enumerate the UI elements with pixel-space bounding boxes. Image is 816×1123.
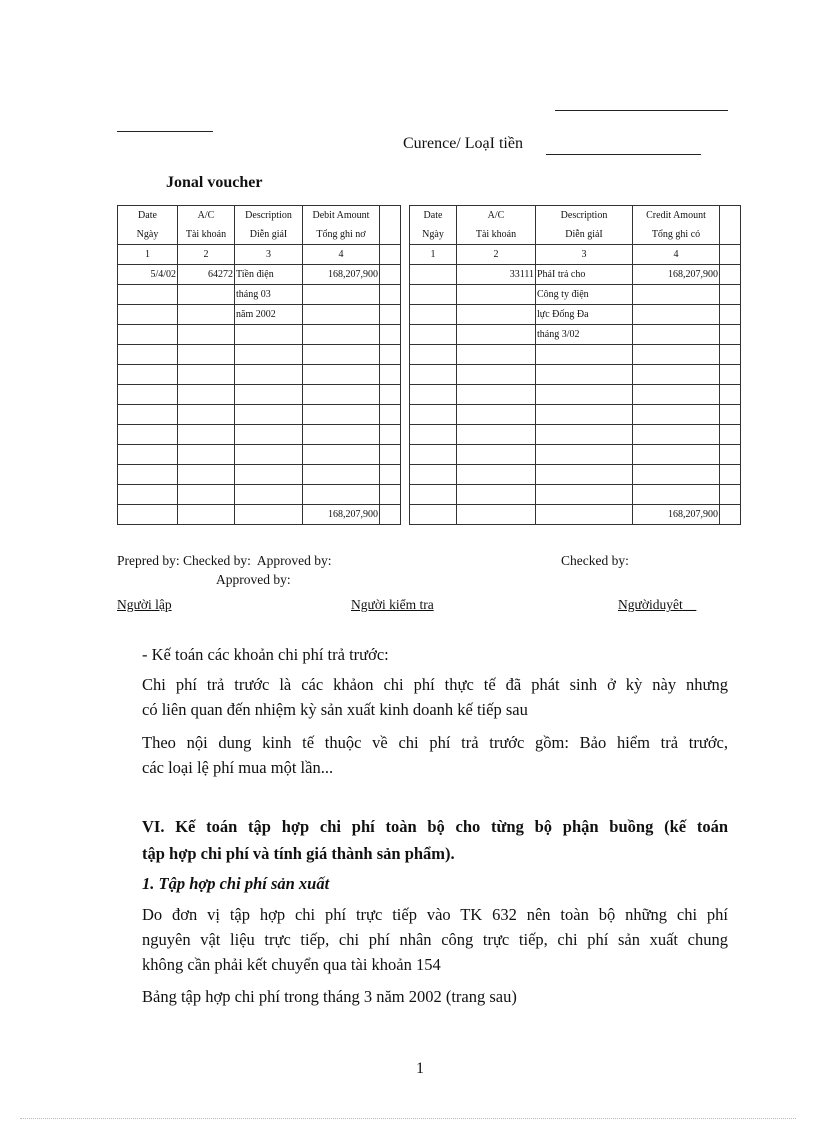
header-cell-vi xyxy=(720,225,741,245)
table-cell xyxy=(235,405,303,425)
table-cell xyxy=(720,505,741,525)
table-cell xyxy=(633,405,720,425)
header-cell-en: A/C xyxy=(178,206,235,226)
table-cell xyxy=(633,325,720,345)
table-cell: lực Đống Đa xyxy=(536,305,633,325)
table-cell: 168,207,900 xyxy=(303,265,380,285)
table-row xyxy=(410,345,741,365)
header-cell-vi: Diễn giảI xyxy=(235,225,303,245)
table-cell xyxy=(720,385,741,405)
table-cell: 64272 xyxy=(178,265,235,285)
table-cell xyxy=(720,405,741,425)
table-row xyxy=(118,505,401,525)
table-cell xyxy=(457,305,536,325)
table-cell xyxy=(235,325,303,345)
table-cell xyxy=(536,445,633,465)
table-cell xyxy=(633,345,720,365)
table-row xyxy=(410,465,741,485)
column-number-cell: 1 xyxy=(118,245,178,265)
section-heading-line-2: tập hợp chi phí và tính giá thành sản phẩm). xyxy=(142,844,455,863)
table-cell xyxy=(303,385,380,405)
paragraph-1-line-1: Chi phí trả trước là các khảon chi phí thực tế đã phát sinh ở kỳ này nhưng xyxy=(142,675,728,694)
paragraph-3-line-3: không cần phải kết chuyển qua tài khoản 154 xyxy=(142,955,441,974)
header-row-en xyxy=(118,206,401,226)
table-row xyxy=(118,445,401,465)
table-cell xyxy=(303,365,380,385)
column-number-cell: 2 xyxy=(457,245,536,265)
page-number: 1 xyxy=(416,1060,424,1077)
table-cell xyxy=(457,505,536,525)
table-cell xyxy=(303,325,380,345)
table-cell xyxy=(720,305,741,325)
table-cell xyxy=(118,465,178,485)
table-row xyxy=(118,485,401,505)
table-cell xyxy=(118,365,178,385)
table-cell xyxy=(178,305,235,325)
header-cell-en: Credit Amount xyxy=(633,206,720,226)
table-row xyxy=(410,445,741,465)
approver-line xyxy=(618,597,696,613)
table-cell xyxy=(303,305,380,325)
table-cell: tháng 3/02 xyxy=(536,325,633,345)
table-cell xyxy=(178,385,235,405)
table-row xyxy=(410,305,741,325)
table-cell xyxy=(118,425,178,445)
header-cell-en: Date xyxy=(410,206,457,226)
approver-tail: __ xyxy=(682,597,697,612)
column-number-cell: 3 xyxy=(235,245,303,265)
column-number-row xyxy=(118,245,401,265)
table-row xyxy=(118,405,401,425)
table-cell xyxy=(457,465,536,485)
table-cell xyxy=(118,285,178,305)
debit-table xyxy=(117,205,401,525)
table-cell xyxy=(380,465,401,485)
signature-approved: Approved by: xyxy=(216,572,291,587)
table-cell xyxy=(380,265,401,285)
table-cell xyxy=(457,285,536,305)
table-cell xyxy=(380,285,401,305)
column-number-cell: 4 xyxy=(633,245,720,265)
paragraph-3-line-2: nguyên vật liệu trực tiếp, chi phí nhân công trực tiếp, chi phí sản xuất chung xyxy=(142,930,728,949)
header-cell-vi: Tổng ghi nơ xyxy=(303,225,380,245)
table-row xyxy=(410,405,741,425)
table-cell xyxy=(633,305,720,325)
paragraph-3-line-1: Do đơn vị tập hợp chi phí trực tiếp vào TK 632 nên toàn bộ những chi phí xyxy=(142,905,728,924)
column-number-row xyxy=(410,245,741,265)
table-cell: 5/4/02 xyxy=(118,265,178,285)
header-cell-vi: Tài khoản xyxy=(178,225,235,245)
table-cell xyxy=(303,345,380,365)
table-cell xyxy=(457,485,536,505)
table-cell: 168,207,900 xyxy=(633,265,720,285)
header-row-en xyxy=(410,206,741,226)
credit-table xyxy=(409,205,741,525)
table-cell xyxy=(178,345,235,365)
table-cell xyxy=(118,445,178,465)
table-row xyxy=(118,265,401,285)
table-cell xyxy=(457,385,536,405)
table-row xyxy=(410,485,741,505)
approver-label: Ngườiduyêt xyxy=(618,597,683,612)
table-cell xyxy=(633,445,720,465)
table-row xyxy=(410,505,741,525)
table-row xyxy=(118,345,401,365)
table-cell xyxy=(118,305,178,325)
table-cell xyxy=(410,485,457,505)
table-cell xyxy=(457,445,536,465)
table-cell xyxy=(633,285,720,305)
table-cell xyxy=(410,305,457,325)
table-cell xyxy=(380,425,401,445)
header-cell-vi: Tổng ghi có xyxy=(633,225,720,245)
table-cell xyxy=(178,445,235,465)
table-cell xyxy=(303,425,380,445)
header-cell-vi: Ngày xyxy=(118,225,178,245)
table-cell xyxy=(380,385,401,405)
credit-table-body xyxy=(410,206,741,525)
table-cell xyxy=(178,465,235,485)
table-cell xyxy=(303,485,380,505)
paragraph-2-line-1: Theo nội dung kinh tế thuộc về chi phí trả trước gồm: Bảo hiểm trả trước, xyxy=(142,733,728,752)
table-row xyxy=(410,425,741,445)
checker-label: Người kiểm tra xyxy=(351,597,434,612)
table-cell xyxy=(410,325,457,345)
column-number-cell: 1 xyxy=(410,245,457,265)
table-cell xyxy=(536,405,633,425)
currency-label: Curence/ LoạI tiền xyxy=(403,135,523,152)
signature-labels-left: Prepred by: Checked by: Approved by: xyxy=(117,553,332,568)
table-cell xyxy=(457,345,536,365)
header-cell-vi: Ngày xyxy=(410,225,457,245)
table-cell xyxy=(633,385,720,405)
header-cell-en xyxy=(380,206,401,226)
table-cell xyxy=(118,345,178,365)
header-cell-vi xyxy=(380,225,401,245)
header-cell-en: Debit Amount xyxy=(303,206,380,226)
column-number-cell xyxy=(720,245,741,265)
column-number-cell: 3 xyxy=(536,245,633,265)
table-cell xyxy=(303,445,380,465)
table-cell xyxy=(720,285,741,305)
table-cell xyxy=(380,405,401,425)
table-cell xyxy=(235,385,303,405)
table-row xyxy=(118,285,401,305)
table-cell xyxy=(633,425,720,445)
table-cell xyxy=(720,325,741,345)
table-cell xyxy=(303,285,380,305)
table-cell: 168,207,900 xyxy=(633,505,720,525)
table-cell xyxy=(118,505,178,525)
table-cell xyxy=(178,365,235,385)
table-cell xyxy=(235,365,303,385)
table-cell xyxy=(235,345,303,365)
table-cell xyxy=(720,345,741,365)
currency-rule xyxy=(546,154,701,155)
table-cell xyxy=(410,405,457,425)
header-row-vi xyxy=(410,225,741,245)
preparer-label: Người lập xyxy=(117,597,172,612)
table-cell xyxy=(633,365,720,385)
table-cell xyxy=(410,365,457,385)
table-cell xyxy=(235,485,303,505)
column-number-cell: 4 xyxy=(303,245,380,265)
table-cell xyxy=(118,385,178,405)
table-cell xyxy=(410,465,457,485)
table-row xyxy=(410,365,741,385)
table-cell xyxy=(380,505,401,525)
paragraph-2-line-2: các loại lệ phí mua một lần... xyxy=(142,758,334,777)
table-cell xyxy=(410,265,457,285)
table-cell xyxy=(536,365,633,385)
header-cell-en: Description xyxy=(536,206,633,226)
table-cell xyxy=(410,285,457,305)
table-cell xyxy=(235,505,303,525)
table-cell xyxy=(178,425,235,445)
table-cell xyxy=(457,405,536,425)
table-cell xyxy=(178,405,235,425)
table-cell xyxy=(380,365,401,385)
table-cell: 33111 xyxy=(457,265,536,285)
voucher-title: Jonal voucher xyxy=(166,174,263,191)
table-cell xyxy=(720,485,741,505)
table-cell xyxy=(410,505,457,525)
table-cell xyxy=(410,345,457,365)
table-cell xyxy=(178,285,235,305)
table-cell xyxy=(235,425,303,445)
table-cell xyxy=(380,485,401,505)
table-cell xyxy=(380,305,401,325)
table-cell xyxy=(118,325,178,345)
header-cell-vi: Diễn giảI xyxy=(536,225,633,245)
table-row xyxy=(118,385,401,405)
signature-labels-right: Checked by: xyxy=(561,553,629,568)
table-cell xyxy=(380,345,401,365)
table-cell xyxy=(235,445,303,465)
table-row xyxy=(410,285,741,305)
header-row-vi xyxy=(118,225,401,245)
header-cell-en: A/C xyxy=(457,206,536,226)
table-cell: Công ty điện xyxy=(536,285,633,305)
table-cell xyxy=(720,445,741,465)
paragraph-4: Bảng tập hợp chi phí trong tháng 3 năm 2002 (trang sau) xyxy=(142,987,517,1006)
table-cell xyxy=(380,445,401,465)
table-cell xyxy=(536,505,633,525)
table-cell xyxy=(303,405,380,425)
table-cell xyxy=(536,485,633,505)
table-cell xyxy=(633,485,720,505)
table-row xyxy=(118,305,401,325)
table-cell xyxy=(303,465,380,485)
table-cell xyxy=(178,485,235,505)
prepaid-heading: - Kế toán các khoản chi phí trả trước: xyxy=(142,645,389,664)
table-cell xyxy=(720,465,741,485)
header-rule-left xyxy=(117,131,213,132)
table-row xyxy=(118,365,401,385)
column-number-cell xyxy=(380,245,401,265)
table-cell xyxy=(118,485,178,505)
table-cell xyxy=(380,325,401,345)
table-cell xyxy=(178,325,235,345)
table-row xyxy=(410,385,741,405)
header-cell-en xyxy=(720,206,741,226)
debit-table-body xyxy=(118,206,401,525)
table-row xyxy=(118,465,401,485)
table-cell xyxy=(720,365,741,385)
table-row xyxy=(118,425,401,445)
table-cell: PhảI trả cho xyxy=(536,265,633,285)
header-cell-vi: Tài khoản xyxy=(457,225,536,245)
table-cell xyxy=(410,445,457,465)
header-cell-en: Date xyxy=(118,206,178,226)
table-row xyxy=(410,325,741,345)
column-number-cell: 2 xyxy=(178,245,235,265)
table-cell xyxy=(536,425,633,445)
paragraph-1-line-2: có liên quan đến nhiệm kỳ sản xuất kinh doanh kế tiếp sau xyxy=(142,700,528,719)
checker-line xyxy=(351,597,465,613)
table-cell xyxy=(457,365,536,385)
table-cell xyxy=(118,405,178,425)
header-cell-en: Description xyxy=(235,206,303,226)
table-cell xyxy=(536,465,633,485)
table-cell: tháng 03 xyxy=(235,285,303,305)
section-heading-line-1: VI. Kế toán tập hợp chi phí toàn bộ cho từng bộ phận buồng (kế toán xyxy=(142,817,728,836)
table-cell xyxy=(457,325,536,345)
subsection-heading: 1. Tập hợp chi phí sản xuất xyxy=(142,874,330,893)
table-cell xyxy=(720,265,741,285)
preparer-line xyxy=(117,597,267,613)
table-cell: 168,207,900 xyxy=(303,505,380,525)
table-cell xyxy=(410,385,457,405)
table-cell xyxy=(410,425,457,445)
table-cell xyxy=(536,385,633,405)
table-row xyxy=(118,325,401,345)
table-cell xyxy=(720,425,741,445)
table-cell: Tiền điện xyxy=(235,265,303,285)
table-cell xyxy=(633,465,720,485)
table-cell xyxy=(178,505,235,525)
header-rule-right xyxy=(555,110,728,111)
table-cell xyxy=(536,345,633,365)
table-cell xyxy=(235,465,303,485)
table-row xyxy=(410,265,741,285)
table-cell xyxy=(457,425,536,445)
table-cell: năm 2002 xyxy=(235,305,303,325)
page-bottom-dots xyxy=(20,1118,796,1119)
currency-field xyxy=(403,135,523,153)
